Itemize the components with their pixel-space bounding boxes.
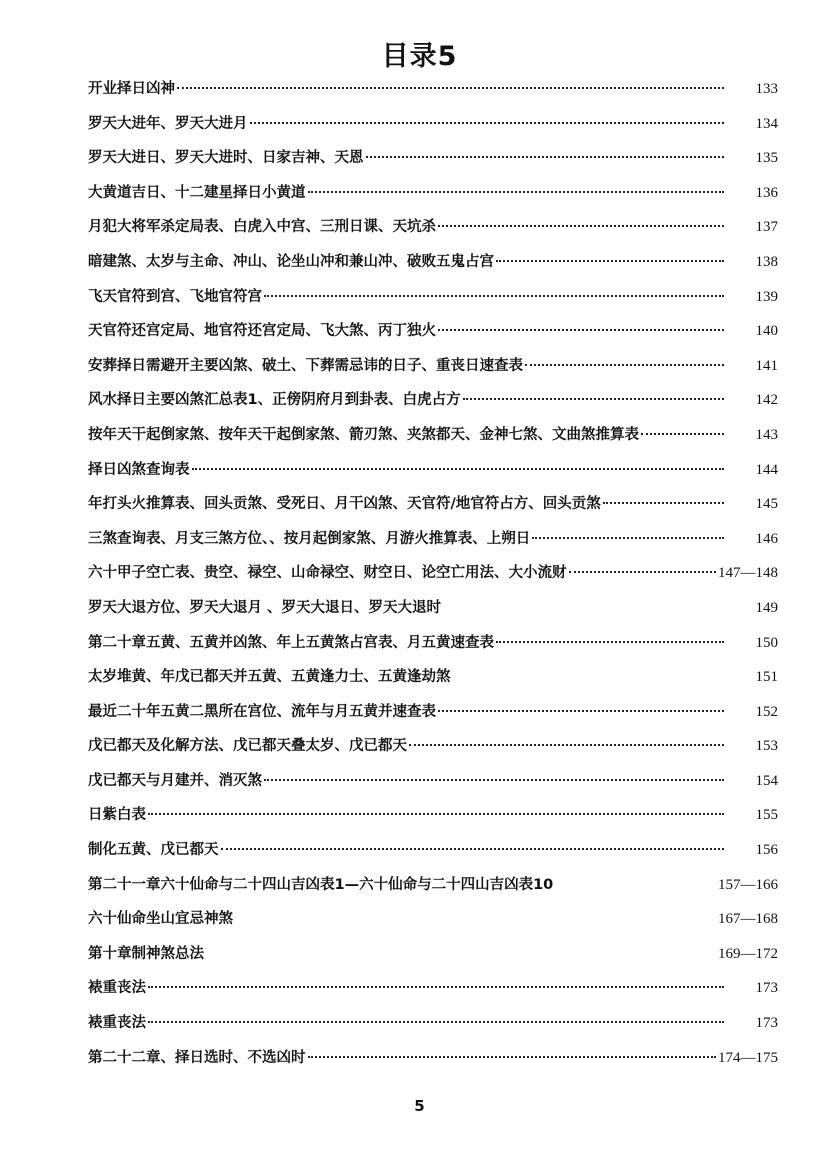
toc-entry bbox=[88, 280, 778, 315]
toc-dot-leader bbox=[308, 191, 725, 193]
toc-entry-title: 六十仙命坐山宜忌神煞 bbox=[88, 911, 233, 928]
toc-entry-title: 裱重丧法 bbox=[88, 980, 146, 997]
toc-entry-title: 罗天大进日、罗天大进时、日家吉神、天恩 bbox=[88, 150, 364, 167]
toc-entry-page: 138 bbox=[755, 253, 778, 270]
toc-dot-leader bbox=[496, 641, 724, 643]
toc-entry-page: 155 bbox=[755, 807, 778, 824]
toc-dot-leader bbox=[264, 779, 724, 781]
toc-entry bbox=[88, 556, 778, 591]
toc-entry-page: 135 bbox=[755, 150, 778, 167]
toc-entry bbox=[88, 868, 778, 903]
table-of-contents bbox=[88, 72, 778, 1075]
toc-entry-title: 第二十一章六十仙命与二十四山吉凶表1—六十仙命与二十四山吉凶表10 bbox=[88, 876, 554, 893]
toc-entry bbox=[88, 660, 778, 695]
toc-dot-leader bbox=[641, 433, 724, 435]
toc-dot-leader bbox=[603, 502, 724, 504]
toc-dot-leader bbox=[438, 225, 724, 227]
toc-entry-title: 太岁堆黄、年戊已都天并五黄、五黄逢力士、五黄逢劫煞 bbox=[88, 669, 451, 686]
toc-entry-page: 143 bbox=[755, 426, 778, 443]
toc-entry-title: 日紫白表 bbox=[88, 807, 146, 824]
toc-entry bbox=[88, 591, 778, 626]
toc-entry bbox=[88, 487, 778, 522]
toc-entry-page: 152 bbox=[755, 703, 778, 720]
toc-entry bbox=[88, 349, 778, 384]
toc-entry-page: 137 bbox=[755, 219, 778, 236]
toc-entry-title: 裱重丧法 bbox=[88, 1015, 146, 1032]
toc-entry bbox=[88, 72, 778, 107]
toc-dot-leader bbox=[438, 710, 724, 712]
page-title: 目录5 bbox=[381, 41, 458, 72]
toc-entry-page: 173 bbox=[755, 1015, 778, 1032]
toc-entry bbox=[88, 314, 778, 349]
toc-entry-title: 择日凶煞查询表 bbox=[88, 461, 190, 478]
toc-entry-page: 146 bbox=[755, 530, 778, 547]
toc-entry-title: 风水择日主要凶煞汇总表1、正傍阴府月到卦表、白虎占方 bbox=[88, 392, 461, 409]
page-number: 5 bbox=[414, 1097, 425, 1115]
toc-entry bbox=[88, 798, 778, 833]
toc-entry-title: 暗建煞、太岁与主命、冲山、论坐山冲和兼山冲、破败五鬼占宫 bbox=[88, 253, 494, 270]
toc-dot-leader bbox=[569, 571, 717, 573]
toc-entry-page: 153 bbox=[755, 738, 778, 755]
toc-entry-page: 167—168 bbox=[718, 911, 778, 928]
toc-dot-leader bbox=[525, 364, 724, 366]
toc-entry-title: 六十甲子空亡表、贵空、禄空、山命禄空、财空日、论空亡用法、大小流财 bbox=[88, 565, 567, 582]
toc-entry-page: 174—175 bbox=[718, 1049, 778, 1066]
toc-dot-leader bbox=[496, 260, 724, 262]
toc-entry-page: 151 bbox=[755, 669, 778, 686]
toc-entry-title: 开业择日凶神 bbox=[88, 81, 175, 97]
toc-entry-title: 月犯大将军杀定局表、白虎入中宫、三刑日课、天坑杀 bbox=[88, 219, 436, 236]
toc-entry-title: 年打头火推算表、回头贡煞、受死日、月干凶煞、天官符/地官符占方、回头贡煞 bbox=[88, 496, 601, 513]
toc-entry-page: 173 bbox=[755, 980, 778, 997]
toc-entry-title: 三煞查询表、月支三煞方位、、按月起倒家煞、月游火推算表、上朔日 bbox=[88, 530, 531, 547]
toc-entry bbox=[88, 1041, 778, 1076]
toc-dot-leader bbox=[250, 122, 725, 124]
toc-dot-leader bbox=[148, 813, 724, 815]
toc-entry-page: 139 bbox=[755, 288, 778, 305]
toc-entry-title: 飞天官符到宫、飞地官符宫 bbox=[88, 288, 262, 305]
toc-dot-leader bbox=[148, 986, 724, 988]
toc-entry-page: 144 bbox=[755, 461, 778, 478]
toc-entry bbox=[88, 453, 778, 488]
toc-entry-title: 罗天大退方位、罗天大退月 、罗天大退日、罗天大退时 bbox=[88, 599, 442, 616]
toc-entry-page: 140 bbox=[755, 323, 778, 340]
toc-dot-leader bbox=[366, 156, 725, 158]
toc-entry bbox=[88, 626, 778, 661]
toc-entry-page: 154 bbox=[755, 772, 778, 789]
toc-entry-title: 大黄道吉日、十二建星择日小黄道 bbox=[88, 184, 306, 201]
toc-entry-title: 按年天干起倒家煞、按年天干起倒家煞、箭刃煞、夹煞都天、金神七煞、文曲煞推算表 bbox=[88, 426, 639, 443]
toc-entry bbox=[88, 210, 778, 245]
toc-dot-leader bbox=[443, 606, 724, 608]
toc-entry-page: 136 bbox=[755, 184, 778, 201]
toc-entry bbox=[88, 833, 778, 868]
toc-entry bbox=[88, 971, 778, 1006]
toc-entry bbox=[88, 141, 778, 176]
toc-entry-title: 第十章制神煞总法 bbox=[88, 945, 204, 962]
toc-entry bbox=[88, 937, 778, 972]
toc-dot-leader bbox=[555, 883, 716, 885]
toc-entry bbox=[88, 176, 778, 211]
toc-entry-page: 157—166 bbox=[718, 876, 778, 893]
toc-entry bbox=[88, 764, 778, 799]
toc-entry bbox=[88, 695, 778, 730]
toc-entry-title: 戊已都天与月建并、消灭煞 bbox=[88, 772, 262, 789]
toc-dot-leader bbox=[438, 329, 724, 331]
toc-dot-leader bbox=[532, 537, 724, 539]
toc-dot-leader bbox=[192, 468, 725, 470]
toc-dot-leader bbox=[453, 675, 725, 677]
toc-entry bbox=[88, 729, 778, 764]
toc-entry-page: 133 bbox=[755, 81, 778, 97]
toc-entry-page: 134 bbox=[755, 115, 778, 132]
toc-entry-title: 天官符还宫定局、地官符还宫定局、飞大煞、丙丁独火 bbox=[88, 323, 436, 340]
toc-dot-leader bbox=[221, 848, 725, 850]
toc-entry-page: 141 bbox=[755, 357, 778, 374]
toc-entry-page: 145 bbox=[755, 496, 778, 513]
toc-entry bbox=[88, 418, 778, 453]
toc-entry-title: 安葬择日需避开主要凶煞、破土、下葬需忌讳的日子、重丧日速查表 bbox=[88, 357, 523, 374]
toc-entry bbox=[88, 107, 778, 142]
toc-entry bbox=[88, 522, 778, 557]
toc-entry bbox=[88, 1006, 778, 1041]
toc-entry-title: 制化五黄、戊已都天 bbox=[88, 842, 219, 859]
toc-entry-page: 169—172 bbox=[718, 945, 778, 962]
toc-dot-leader bbox=[308, 1056, 717, 1058]
toc-dot-leader bbox=[235, 917, 716, 919]
toc-entry bbox=[88, 245, 778, 280]
toc-dot-leader bbox=[177, 87, 724, 89]
toc-entry-page: 149 bbox=[755, 599, 778, 616]
toc-entry-title: 最近二十年五黄二黑所在宫位、流年与月五黄并速查表 bbox=[88, 703, 436, 720]
toc-entry-page: 147—148 bbox=[718, 565, 778, 582]
toc-dot-leader bbox=[264, 295, 724, 297]
toc-entry-title: 罗天大进年、罗天大进月 bbox=[88, 115, 248, 132]
toc-entry-page: 142 bbox=[755, 392, 778, 409]
toc-entry-title: 戊已都天及化解方法、戊已都天叠太岁、戊已都天 bbox=[88, 738, 407, 755]
toc-entry-title: 第二十章五黄、五黄并凶煞、年上五黄煞占宫表、月五黄速查表 bbox=[88, 634, 494, 651]
toc-entry-page: 156 bbox=[755, 842, 778, 859]
toc-dot-leader bbox=[463, 398, 724, 400]
toc-entry bbox=[88, 902, 778, 937]
toc-entry-title: 第二十二章、择日选时、不选凶时 bbox=[88, 1049, 306, 1066]
toc-entry bbox=[88, 383, 778, 418]
toc-dot-leader bbox=[206, 952, 716, 954]
toc-entry-page: 150 bbox=[755, 634, 778, 651]
toc-dot-leader bbox=[409, 744, 724, 746]
toc-dot-leader bbox=[148, 1021, 724, 1023]
